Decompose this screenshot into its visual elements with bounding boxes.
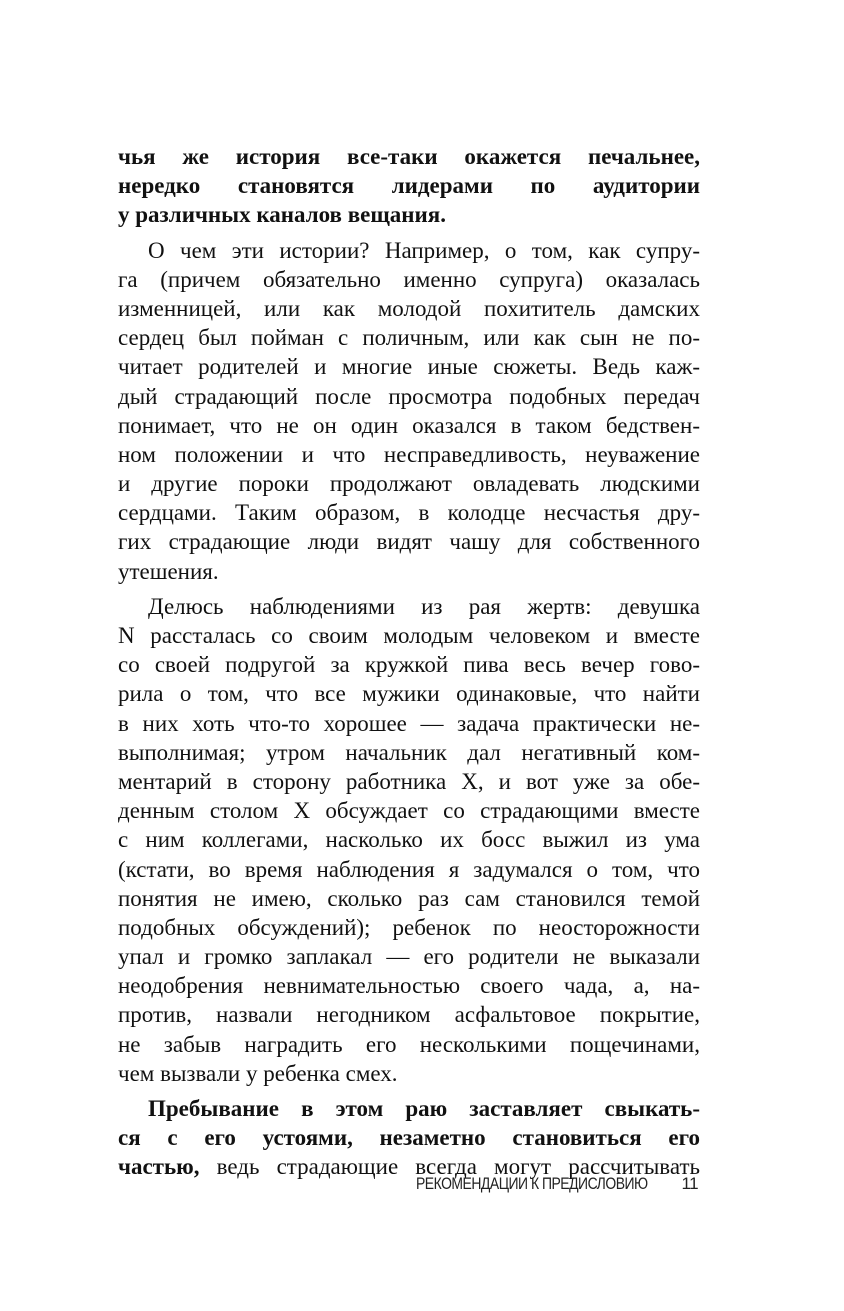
text-run: изменницей, или как молодой похититель дамских <box>118 295 700 321</box>
text-run: дый страдающий после просмотра подобных передач <box>118 383 700 409</box>
paragraph-stories <box>118 236 700 586</box>
text-line <box>118 142 700 171</box>
text-run: с ним коллегами, насколько их босс выжил из ума <box>118 827 700 853</box>
text-line <box>118 1059 700 1088</box>
text-run: и другие пороки продолжают овладевать людскими <box>118 471 700 497</box>
text-line <box>118 294 700 323</box>
text-line <box>118 469 700 498</box>
paragraph-observations <box>118 592 700 1088</box>
text-line <box>118 323 700 352</box>
page-body <box>118 142 700 1182</box>
bold-text: Пребывание в этом раю заставляет свыкать- <box>148 1096 700 1121</box>
text-line <box>118 942 700 971</box>
text-run: утешения. <box>118 558 219 584</box>
text-run: понятия не имею, сколько раз сам становился темой <box>118 885 700 911</box>
text-line <box>118 200 700 229</box>
text-line <box>118 557 700 586</box>
text-line <box>118 913 700 942</box>
text-line <box>118 171 700 200</box>
text-run: против, назвали негодником асфальтовое покрытие, <box>118 1002 700 1028</box>
text-run: О чем эти истории? Например, о том, как супру- <box>148 237 700 263</box>
text-line <box>118 411 700 440</box>
bold-text: чья же история все-таки окажется печальнее, <box>118 144 700 169</box>
text-run: (кстати, во время наблюдения я задумался о том, что <box>118 856 700 882</box>
text-line <box>118 1000 700 1029</box>
text-run: ведь страдающие всегда могут рассчитывать <box>199 1154 700 1180</box>
bold-text: частью, <box>118 1154 200 1180</box>
text-line <box>118 236 700 265</box>
text-line <box>118 738 700 767</box>
text-line <box>118 527 700 556</box>
text-run: сердцами. Таким образом, в колодце несчастья дру- <box>118 500 700 526</box>
text-line <box>118 1094 700 1123</box>
text-line <box>118 1123 700 1152</box>
bold-text: нередко становятся лидерами по аудитории <box>118 173 700 199</box>
text-line <box>118 265 700 294</box>
text-run: в них хоть что-то хорошее — задача практически не- <box>118 710 700 736</box>
paragraph-continuation-bold <box>118 142 700 230</box>
text-run: га (причем обязательно именно супруга) оказалась <box>118 266 700 292</box>
text-run: гих страдающие люди видят чашу для собственного <box>118 529 700 555</box>
text-run: не забыв наградить его несколькими пощечинами, <box>118 1031 700 1057</box>
text-run: упал и громко заплакал — его родители не выказали <box>118 944 700 970</box>
text-run: выполнимая; утром начальник дал негативный ком- <box>118 739 700 765</box>
text-run: ментарий в сторону работника X, и вот уже за обе- <box>118 768 700 794</box>
text-line <box>118 1030 700 1059</box>
text-run: понимает, что не он один оказался в таком бедствен- <box>118 412 700 438</box>
running-title: РЕКОМЕНДАЦИИ К ПРЕДИСЛОВИЮ <box>416 1174 648 1193</box>
text-line <box>118 796 700 825</box>
text-line <box>118 621 700 650</box>
page-number: 11 <box>681 1174 698 1193</box>
text-line <box>118 855 700 884</box>
text-line <box>118 884 700 913</box>
page-footer <box>416 1174 700 1198</box>
text-run: подобных обсуждений); ребенок по неосторожности <box>118 914 700 940</box>
paragraph-paradise <box>118 1094 700 1182</box>
text-line <box>118 971 700 1000</box>
text-line <box>118 592 700 621</box>
text-line <box>118 709 700 738</box>
text-run: рила о том, что все мужики одинаковые, что найти <box>118 681 700 707</box>
text-run: ном положении и что несправедливость, неуважение <box>118 441 700 467</box>
text-line <box>118 382 700 411</box>
text-line <box>118 679 700 708</box>
text-line <box>118 767 700 796</box>
text-line <box>118 825 700 854</box>
text-run: N рассталась со своим молодым человеком и вместе <box>118 623 700 648</box>
text-line <box>118 650 700 679</box>
text-line <box>118 440 700 469</box>
text-run: чем вызвали у ребенка смех. <box>118 1060 398 1086</box>
text-run: сердец был пойман с поличным, или как сын не по- <box>118 325 700 351</box>
text-line <box>118 498 700 527</box>
text-run: читает родителей и многие иные сюжеты. Ведь каж- <box>118 354 700 380</box>
bold-text: ся с его устоями, незаметно становиться его <box>118 1125 700 1151</box>
text-run: денным столом X обсуждает со страдающими вместе <box>118 798 700 824</box>
text-run: неодобрения невнимательностью своего чада, а, на- <box>118 973 700 999</box>
bold-text: у различных каналов вещания. <box>118 202 446 228</box>
text-line <box>118 352 700 381</box>
text-run: со своей подругой за кружкой пива весь вечер гово- <box>118 652 700 678</box>
text-run: Делюсь наблюдениями из рая жертв: девушка <box>148 593 700 619</box>
